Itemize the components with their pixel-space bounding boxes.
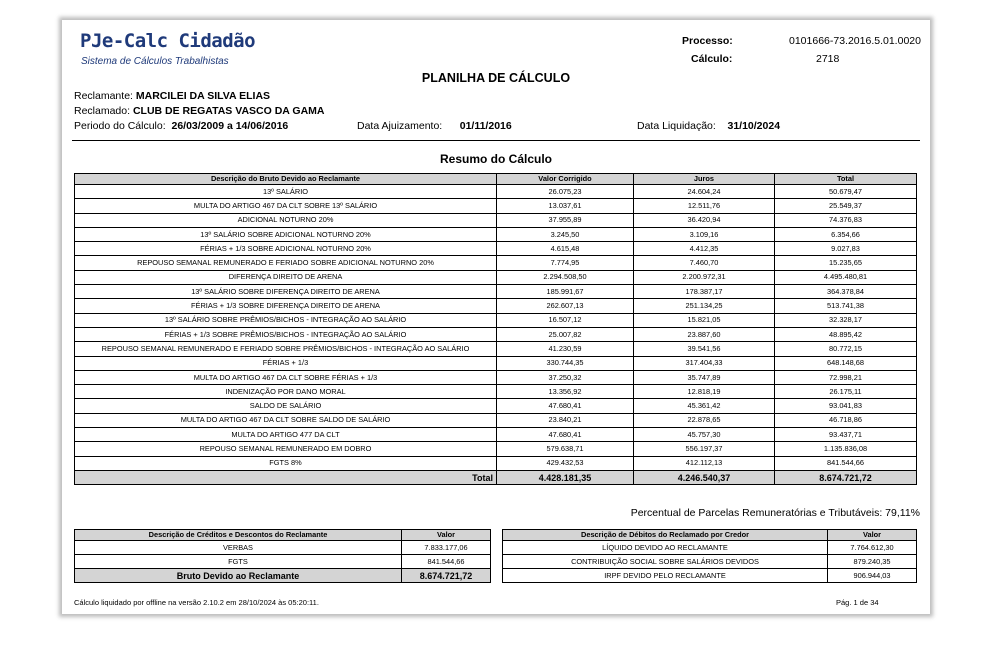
liquidacao-line <box>637 120 780 132</box>
table-row <box>75 456 917 470</box>
cell-valor: 7.764.612,30 <box>828 541 917 555</box>
cell-valor-corrigido: 41.230,59 <box>497 342 634 356</box>
cell-total: 32.328,17 <box>775 313 917 327</box>
cell-descricao: MULTA DO ARTIGO 467 DA CLT SOBRE SALDO DE SALÁRIO <box>75 413 497 427</box>
cell-juros: 36.420,94 <box>634 213 775 227</box>
cell-descricao: FÉRIAS + 1/3 SOBRE PRÊMIOS/BICHOS - INTEGRAÇÃO AO SALÁRIO <box>75 327 497 341</box>
table-header-row <box>75 530 491 541</box>
cell-juros: 4.246.540,37 <box>634 470 775 484</box>
credits-table <box>74 529 491 583</box>
total-row <box>75 470 917 484</box>
reclamado-value: CLUB DE REGATAS VASCO DA GAMA <box>132 105 325 117</box>
cell-juros: 4.412,35 <box>634 242 775 256</box>
total-row <box>75 569 491 583</box>
cell-total: 72.998,21 <box>775 370 917 384</box>
cell-total: 841.544,66 <box>775 456 917 470</box>
cell-valor-corrigido: 26.075,23 <box>497 185 634 199</box>
col-header-valor: Valor <box>402 530 491 541</box>
cell-total: 513.741,38 <box>775 299 917 313</box>
summary-table <box>74 173 917 485</box>
table-row <box>503 569 917 583</box>
cell-descricao: DIFERENÇA DIREITO DE ARENA <box>75 270 497 284</box>
cell-juros: 39.541,56 <box>634 342 775 356</box>
cell-juros: 15.821,05 <box>634 313 775 327</box>
cell-total: 93.437,71 <box>775 428 917 442</box>
cell-total: 26.175,11 <box>775 385 917 399</box>
page-number: Pág. 1 de 34 <box>836 598 879 607</box>
cell-descricao: VERBAS <box>75 541 402 555</box>
cell-valor: 841.544,66 <box>402 555 491 569</box>
debits-table <box>502 529 917 583</box>
cell-descricao: FGTS <box>75 555 402 569</box>
total-label: Total <box>75 470 497 484</box>
table-row <box>75 185 917 199</box>
reclamante-value: MARCILEI DA SILVA ELIAS <box>135 90 271 102</box>
bruto-value: 8.674.721,72 <box>402 569 491 583</box>
cell-juros: 35.747,89 <box>634 370 775 384</box>
table-row <box>75 256 917 270</box>
cell-descricao: REPOUSO SEMANAL REMUNERADO E FERIADO SOBRE PRÊMIOS/BICHOS - INTEGRAÇÃO AO SALÁRIO <box>75 342 497 356</box>
table-row <box>75 299 917 313</box>
cell-descricao: MULTA DO ARTIGO 467 DA CLT SOBRE FÉRIAS + 1/3 <box>75 370 497 384</box>
table-row <box>75 199 917 213</box>
cell-valor-corrigido: 37.250,32 <box>497 370 634 384</box>
col-header-total: Total <box>775 174 917 185</box>
cell-valor-corrigido: 262.607,13 <box>497 299 634 313</box>
cell-valor-corrigido: 2.294.508,50 <box>497 270 634 284</box>
cell-juros: 12.511,76 <box>634 199 775 213</box>
cell-total: 46.718,86 <box>775 413 917 427</box>
bruto-label: Bruto Devido ao Reclamante <box>75 569 402 583</box>
table-row <box>75 327 917 341</box>
reclamante-label: Reclamante: <box>74 90 133 102</box>
processo-value: 0101666-73.2016.5.01.0020 <box>789 35 921 47</box>
table-row <box>503 541 917 555</box>
reclamado-label: Reclamado: <box>74 105 131 117</box>
table-row <box>503 555 917 569</box>
cell-valor-corrigido: 13.356,92 <box>497 385 634 399</box>
calculation-sheet <box>62 20 930 614</box>
table-row <box>75 442 917 456</box>
cell-valor: 906.944,03 <box>828 569 917 583</box>
cell-valor-corrigido: 330.744,35 <box>497 356 634 370</box>
table-row <box>75 555 491 569</box>
cell-juros: 3.109,16 <box>634 227 775 241</box>
cell-valor: 7.833.177,06 <box>402 541 491 555</box>
cell-total: 93.041,83 <box>775 399 917 413</box>
cell-valor-corrigido: 4.615,48 <box>497 242 634 256</box>
col-header-descricao: Descrição do Bruto Devido ao Reclamante <box>75 174 497 185</box>
cell-descricao: REPOUSO SEMANAL REMUNERADO EM DOBRO <box>75 442 497 456</box>
periodo-line <box>74 120 288 132</box>
cell-juros: 251.134,25 <box>634 299 775 313</box>
section-title: Resumo do Cálculo <box>439 152 552 166</box>
cell-descricao: 13º SALÁRIO SOBRE DIFERENÇA DIREITO DE ARENA <box>75 285 497 299</box>
cell-descricao: 13º SALÁRIO SOBRE ADICIONAL NOTURNO 20% <box>75 227 497 241</box>
cell-descricao: FGTS 8% <box>75 456 497 470</box>
cell-descricao: 13º SALÁRIO <box>75 185 497 199</box>
liquidacao-label: Data Liquidação: <box>637 120 716 132</box>
logo-subtitle: Sistema de Cálculos Trabalhistas <box>81 56 229 67</box>
cell-valor-corrigido: 185.991,67 <box>497 285 634 299</box>
cell-valor-corrigido: 47.680,41 <box>497 399 634 413</box>
cell-descricao: ADICIONAL NOTURNO 20% <box>75 213 497 227</box>
cell-juros: 12.818,19 <box>634 385 775 399</box>
cell-total: 9.027,83 <box>775 242 917 256</box>
col-header-valor: Valor <box>828 530 917 541</box>
table-row <box>75 285 917 299</box>
cell-total: 48.895,42 <box>775 327 917 341</box>
cell-descricao: IRPF DEVIDO PELO RECLAMANTE <box>503 569 828 583</box>
cell-valor-corrigido: 3.245,50 <box>497 227 634 241</box>
periodo-value: 26/03/2009 a 14/06/2016 <box>171 120 289 132</box>
cell-total: 648.148,68 <box>775 356 917 370</box>
cell-descricao: 13º SALÁRIO SOBRE PRÊMIOS/BICHOS - INTEGRAÇÃO AO SALÁRIO <box>75 313 497 327</box>
table-row <box>75 370 917 384</box>
cell-valor: 879.240,35 <box>828 555 917 569</box>
cell-valor-corrigido: 47.680,41 <box>497 428 634 442</box>
cell-descricao: MULTA DO ARTIGO 467 DA CLT SOBRE 13º SALÁRIO <box>75 199 497 213</box>
cell-descricao: FÉRIAS + 1/3 SOBRE ADICIONAL NOTURNO 20% <box>75 242 497 256</box>
table-row <box>75 413 917 427</box>
footer-note: Cálculo liquidado por offline na versão 2.10.2 em 28/10/2024 às 05:20:11. <box>74 598 319 607</box>
page-title: PLANILHA DE CÁLCULO <box>421 71 571 85</box>
cell-juros: 23.887,60 <box>634 327 775 341</box>
cell-juros: 45.757,30 <box>634 428 775 442</box>
table-row <box>75 213 917 227</box>
table-row <box>75 399 917 413</box>
cell-juros: 45.361,42 <box>634 399 775 413</box>
calculo-value: 2718 <box>816 53 840 65</box>
periodo-label: Periodo do Cálculo: <box>74 120 166 132</box>
cell-juros: 24.604,24 <box>634 185 775 199</box>
ajuizamento-value: 01/11/2016 <box>459 120 512 132</box>
table-row <box>75 342 917 356</box>
cell-descricao: INDENIZAÇÃO POR DANO MORAL <box>75 385 497 399</box>
ajuizamento-label: Data Ajuizamento: <box>357 120 443 132</box>
cell-descricao: MULTA DO ARTIGO 477 DA CLT <box>75 428 497 442</box>
col-header-creditos: Descrição de Créditos e Descontos do Reclamante <box>75 530 402 541</box>
ajuizamento-line <box>357 120 512 132</box>
cell-valor-corrigido: 23.840,21 <box>497 413 634 427</box>
reclamado-line <box>74 105 324 117</box>
processo-label: Processo: <box>682 35 733 47</box>
cell-valor-corrigido: 37.955,89 <box>497 213 634 227</box>
liquidacao-value: 31/10/2024 <box>727 120 781 132</box>
cell-descricao: REPOUSO SEMANAL REMUNERADO E FERIADO SOBRE ADICIONAL NOTURNO 20% <box>75 256 497 270</box>
cell-total: 15.235,65 <box>775 256 917 270</box>
cell-descricao: SALDO DE SALÁRIO <box>75 399 497 413</box>
table-row <box>75 227 917 241</box>
cell-juros: 22.878,65 <box>634 413 775 427</box>
cell-juros: 2.200.972,31 <box>634 270 775 284</box>
percentual-text: Percentual de Parcelas Remuneratórias e Tributáveis: 79,11% <box>630 507 920 519</box>
cell-juros: 317.404,33 <box>634 356 775 370</box>
table-header-row <box>75 174 917 185</box>
cell-total: 4.495.480,81 <box>775 270 917 284</box>
cell-valor-corrigido: 13.037,61 <box>497 199 634 213</box>
col-header-valor-corrigido: Valor Corrigido <box>497 174 634 185</box>
cell-descricao: FÉRIAS + 1/3 <box>75 356 497 370</box>
cell-valor-corrigido: 579.638,71 <box>497 442 634 456</box>
logo-title: PJe-Calc Cidadão <box>80 30 256 52</box>
table-row <box>75 541 491 555</box>
cell-total: 6.354,66 <box>775 227 917 241</box>
table-header-row <box>503 530 917 541</box>
cell-juros: 556.197,37 <box>634 442 775 456</box>
cell-valor-corrigido: 25.007,82 <box>497 327 634 341</box>
cell-valor-corrigido: 4.428.181,35 <box>497 470 634 484</box>
cell-descricao: LÍQUIDO DEVIDO AO RECLAMANTE <box>503 541 828 555</box>
cell-valor-corrigido: 7.774,95 <box>497 256 634 270</box>
col-header-debitos: Descrição de Débitos do Reclamado por Credor <box>503 530 828 541</box>
table-row <box>75 313 917 327</box>
cell-juros: 412.112,13 <box>634 456 775 470</box>
cell-total: 1.135.836,08 <box>775 442 917 456</box>
table-row <box>75 242 917 256</box>
divider <box>72 140 920 141</box>
table-row <box>75 428 917 442</box>
cell-descricao: CONTRIBUIÇÃO SOCIAL SOBRE SALÁRIOS DEVIDOS <box>503 555 828 569</box>
cell-valor-corrigido: 16.507,12 <box>497 313 634 327</box>
cell-valor-corrigido: 429.432,53 <box>497 456 634 470</box>
reclamante-line <box>74 90 270 102</box>
cell-total: 8.674.721,72 <box>775 470 917 484</box>
table-row <box>75 385 917 399</box>
cell-juros: 7.460,70 <box>634 256 775 270</box>
cell-total: 25.549,37 <box>775 199 917 213</box>
cell-juros: 178.387,17 <box>634 285 775 299</box>
table-row <box>75 270 917 284</box>
cell-total: 364.378,84 <box>775 285 917 299</box>
cell-descricao: FÉRIAS + 1/3 SOBRE DIFERENÇA DIREITO DE ARENA <box>75 299 497 313</box>
cell-total: 50.679,47 <box>775 185 917 199</box>
col-header-juros: Juros <box>634 174 775 185</box>
cell-total: 80.772,15 <box>775 342 917 356</box>
calculo-label: Cálculo: <box>691 53 733 65</box>
table-row <box>75 356 917 370</box>
cell-total: 74.376,83 <box>775 213 917 227</box>
